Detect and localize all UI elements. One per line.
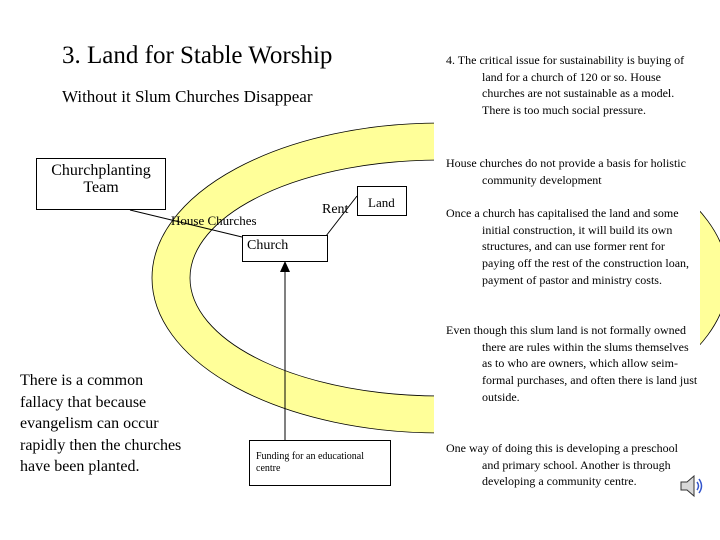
note-paragraph: House churches do not provide a basis for holistic community development <box>446 156 686 187</box>
speaker-icon[interactable] <box>678 473 704 499</box>
note-paragraph: 4. The critical issue for sustainability is buying of land for a church of 120 or so. House churches are not sustainable as a model. There is too much social pressure. <box>446 53 685 118</box>
slide-title: 3. Land for Stable Worship <box>62 42 333 69</box>
funding-box: Funding for an educational centre <box>249 440 391 486</box>
slide-subtitle: Without it Slum Churches Disappear <box>62 87 313 106</box>
note-paragraph: Once a church has capitalised the land and some initial construction, it will build its own structures, and can use former rent for paying off the rest of the construction loan, payment of pastor and ministry costs. <box>446 206 690 287</box>
land-box: Land <box>357 186 407 216</box>
rent-label: Rent <box>322 202 349 217</box>
house-churches-label: House Churches <box>171 213 257 228</box>
note-paragraph: One way of doing this is developing a preschool and primary school. Another is through developing a community centre. <box>446 441 678 489</box>
church-box: Church <box>242 235 328 262</box>
fallacy-text: There is a common fallacy that because evangelism can occur rapidly then the churches have been planted. <box>20 368 190 480</box>
note-paragraph: Even though this slum land is not formally owned there are rules within the slums themselves as to who are owners, which allow seim-formal purchases, and often there is land just outside. <box>446 323 698 404</box>
churchplanting-team-box: Churchplanting Team <box>36 158 166 210</box>
notes-panel <box>434 47 700 517</box>
